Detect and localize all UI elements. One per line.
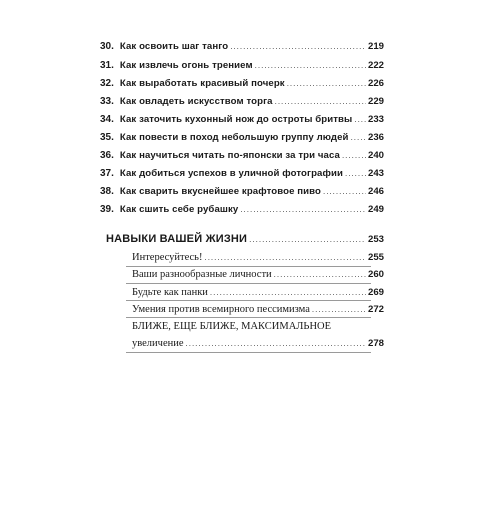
- page-number: 222: [367, 60, 384, 71]
- dot-leader: [249, 235, 366, 244]
- page-number: 240: [367, 150, 384, 161]
- section-title: Ваши разнообразные личности: [132, 269, 272, 280]
- chapter-title: Как извлечь огонь трением: [119, 60, 253, 71]
- chapter-number: 35.: [100, 132, 114, 143]
- toc-entry: [100, 60, 384, 71]
- chapter-number: 31.: [100, 60, 114, 71]
- chapter-title: Как сварить вкуснейшее крафтовое пиво: [119, 186, 321, 197]
- chapter-number: 37.: [100, 168, 114, 179]
- chapter-number: 39.: [100, 204, 114, 215]
- section-divider: [126, 283, 371, 284]
- page-number: 236: [367, 132, 384, 143]
- chapter-title: Как повести в поход небольшую группу людей: [119, 132, 349, 143]
- toc-entry: [100, 186, 384, 197]
- chapter-number: 36.: [100, 150, 114, 161]
- dot-leader: [255, 61, 366, 70]
- page-number: 229: [367, 96, 384, 107]
- chapter-number: 30.: [100, 41, 114, 52]
- section-title: Будьте как панки: [132, 287, 208, 298]
- dot-leader: [354, 115, 366, 124]
- toc-entry: [100, 114, 384, 125]
- chapter-number: 34.: [100, 114, 114, 125]
- toc-section: [132, 338, 384, 349]
- part-title: НАВЫКИ ВАШЕЙ ЖИЗНИ: [106, 233, 248, 245]
- chapter-title: Как освоить шаг танго: [119, 41, 229, 52]
- page-number: 260: [367, 269, 384, 280]
- toc-section: [132, 252, 384, 263]
- page-number: 246: [367, 186, 384, 197]
- page-number: 269: [367, 287, 384, 298]
- toc-entry: [100, 204, 384, 215]
- section-title-line1: БЛИЖЕ, ЕЩЕ БЛИЖЕ, МАКСИМАЛЬНОЕ: [132, 321, 332, 332]
- chapter-title: Как добиться успехов в уличной фотографии: [119, 168, 343, 179]
- section-title: Умения против всемирного пессимизма: [132, 304, 310, 315]
- dot-leader: [230, 42, 366, 51]
- dot-leader: [323, 187, 366, 196]
- dot-leader: [351, 133, 366, 142]
- toc-section: [132, 304, 384, 315]
- section-title-line2: увеличение: [132, 338, 184, 349]
- chapter-title: Как научиться читать по-японски за три часа: [119, 150, 340, 161]
- page-number: 219: [367, 41, 384, 52]
- toc-entry: [100, 150, 384, 161]
- chapter-number: 33.: [100, 96, 114, 107]
- page-number: 278: [367, 338, 384, 349]
- toc-entry: [100, 132, 384, 143]
- dot-leader: [240, 205, 366, 214]
- chapter-title: Как овладеть искусством торга: [119, 96, 273, 107]
- page-number: 272: [367, 304, 384, 315]
- page-number: 243: [367, 168, 384, 179]
- dot-leader: [342, 151, 366, 160]
- page-number: 233: [367, 114, 384, 125]
- dot-leader: [312, 305, 366, 314]
- dot-leader: [287, 79, 366, 88]
- toc-entry: [100, 96, 384, 107]
- toc-entry: [100, 78, 384, 89]
- dot-leader: [204, 253, 366, 262]
- dot-leader: [345, 169, 366, 178]
- chapter-number: 38.: [100, 186, 114, 197]
- section-title: Интересуйтесь!: [132, 252, 203, 263]
- chapter-title: Как сшить себе рубашку: [119, 204, 239, 215]
- chapter-title: Как заточить кухонный нож до остроты бритвы: [119, 114, 353, 125]
- chapter-number: 32.: [100, 78, 114, 89]
- toc-entry: [100, 41, 384, 52]
- page-number: 249: [367, 204, 384, 215]
- dot-leader: [275, 97, 366, 106]
- toc-section: [132, 287, 384, 298]
- section-divider: [126, 266, 371, 267]
- dot-leader: [186, 339, 366, 348]
- toc-section: [132, 269, 384, 280]
- dot-leader: [210, 288, 366, 297]
- section-divider: [126, 300, 371, 301]
- page-number: 255: [367, 252, 384, 263]
- chapter-title: Как выработать красивый почерк: [119, 78, 285, 89]
- section-divider: [126, 352, 371, 353]
- toc-entry: [100, 168, 384, 179]
- page-number: 226: [367, 78, 384, 89]
- page-number: 253: [367, 234, 384, 245]
- part-heading: [106, 233, 384, 245]
- dot-leader: [274, 270, 366, 279]
- section-divider: [126, 317, 371, 318]
